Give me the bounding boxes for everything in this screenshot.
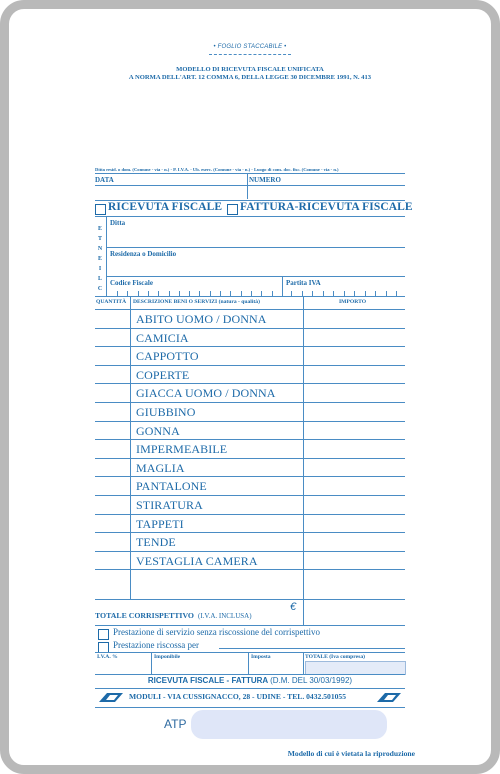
iva-label: I.V.A. % (97, 654, 118, 660)
publisher-info: MODULI - VIA CUSSIGNACCO, 28 - UDINE - TEL. 0432.501055 (129, 692, 347, 701)
item-description: MAGLIA (136, 460, 185, 475)
row-divider (95, 551, 405, 552)
codice-fiscale-label: Codice Fiscale (110, 279, 153, 287)
totale-iva-field[interactable] (305, 661, 406, 675)
divider (303, 652, 304, 674)
item-description: VESTAGLIA CAMERA (136, 553, 258, 568)
atp-field[interactable] (191, 710, 387, 739)
divider (151, 652, 152, 674)
form-title-line1: MODELLO DI RICEVUTA FISCALE UNIFICATA (176, 66, 324, 73)
row-divider (95, 328, 405, 329)
footer-title (9, 676, 491, 685)
riproduzione-notice: Modello di cui è vietata la riproduzione (287, 749, 415, 758)
totale-field[interactable] (304, 600, 405, 625)
codice-fiscale-field[interactable] (107, 277, 281, 296)
row-divider (95, 532, 405, 533)
row-divider (95, 346, 405, 347)
detach-dashed-line (209, 54, 291, 55)
cliente-letter: N (97, 246, 103, 252)
data-label: DATA (95, 176, 114, 184)
cliente-letter: E (97, 256, 102, 262)
imponibile-label: Imponibile (154, 654, 181, 660)
ricevuta-checkbox[interactable] (95, 204, 106, 215)
foglio-staccabile-label: • FOGLIO STACCABILE • (213, 44, 287, 50)
item-description: TENDE (136, 535, 176, 550)
cliente-ditta-field[interactable] (107, 217, 405, 247)
cliente-letter: L (97, 276, 102, 282)
data-numero-field[interactable] (95, 185, 405, 201)
divider (95, 173, 405, 174)
ditta-info-line: Ditta resid. o dom. (Comune - via - n.) - P. I.V.A. - Ub. eserc. (Comune - via - n.) - Luogo di cons. doc. fisc. (Comune - via - n.) (95, 167, 339, 172)
divider (95, 296, 405, 297)
item-description: STIRATURA (136, 498, 203, 512)
prestazione-senza-checkbox[interactable] (98, 629, 109, 640)
item-description: COPERTE (136, 367, 190, 382)
cliente-letter: E (97, 226, 102, 232)
atp-label: ATP (164, 717, 187, 731)
cliente-ditta-label: Ditta (110, 219, 126, 227)
publisher-bar (95, 688, 405, 708)
totale-text: TOTALE CORRISPETTIVO (95, 611, 194, 620)
ricevuta-label: RICEVUTA FISCALE (108, 201, 223, 213)
item-description: IMPERMEABILE (136, 442, 228, 457)
item-description: TAPPETI (136, 516, 184, 531)
footer-title-bold: RICEVUTA FISCALE - FATTURA (147, 676, 268, 685)
publisher-logo-left (97, 691, 125, 704)
divider (247, 185, 248, 199)
imposta-label: Imposta (251, 654, 271, 660)
row-divider (95, 495, 405, 496)
item-description: PANTALONE (136, 479, 207, 494)
totale-iva-label: TOTALE (Iva compresa) (305, 654, 365, 660)
item-description: GIACCA UOMO / DONNA (136, 386, 276, 401)
cliente-letter: I (98, 266, 102, 272)
euro-symbol: € (290, 601, 297, 613)
row-divider (95, 514, 405, 515)
cliente-letter: T (97, 236, 102, 242)
item-description: GIUBBINO (136, 405, 196, 419)
row-divider (95, 402, 405, 403)
divider (95, 674, 405, 675)
publisher-logo-right (375, 691, 403, 704)
form-title (9, 66, 491, 82)
row-divider (95, 365, 405, 366)
form-title-line2: A NORMA DELL'ART. 12 COMMA 6, DELLA LEGGE 30 DICEMBRE 1991, N. 413 (128, 74, 372, 81)
row-divider (95, 439, 405, 440)
totale-label (95, 605, 252, 623)
footer-title-normal: (D.M. DEL 30/03/1992) (270, 676, 353, 685)
row-divider (95, 383, 405, 384)
item-description: CAMICIA (136, 330, 189, 345)
prestazione-senza-label: Prestazione di servizio senza riscossione del corrispettivo (113, 627, 320, 637)
divider (95, 625, 405, 626)
prestazione-riscossa-label: Prestazione riscossa per (113, 640, 199, 650)
row-divider (95, 421, 405, 422)
totale-note: (I.V.A. INCLUSA) (198, 612, 252, 620)
table-row[interactable] (95, 569, 405, 588)
fattura-label: FATTURA-RICEVUTA FISCALE (240, 201, 413, 213)
partita-iva-label: Partita IVA (286, 279, 321, 287)
fattura-checkbox[interactable] (227, 204, 238, 215)
residenza-label: Residenza o Domicilio (110, 250, 177, 258)
col-importo-header: IMPORTO (339, 299, 367, 305)
divider (248, 652, 249, 674)
item-description: CAPPOTTO (136, 349, 199, 364)
row-divider (95, 476, 405, 477)
row-divider (95, 569, 405, 570)
item-description: GONNA (136, 423, 180, 438)
row-divider (95, 458, 405, 459)
divider (95, 652, 405, 653)
item-description: ABITO UOMO / DONNA (136, 312, 267, 326)
cliente-letter: C (97, 286, 103, 292)
residenza-field[interactable] (107, 248, 405, 276)
prestazione-riscossa-field[interactable] (219, 648, 405, 649)
col-descrizione-header: DESCRIZIONE BENI O SERVIZI (natura - qualità) (133, 299, 260, 305)
col-quantita-header: QUANTITÀ (96, 299, 127, 305)
numero-label: NUMERO (249, 176, 281, 184)
